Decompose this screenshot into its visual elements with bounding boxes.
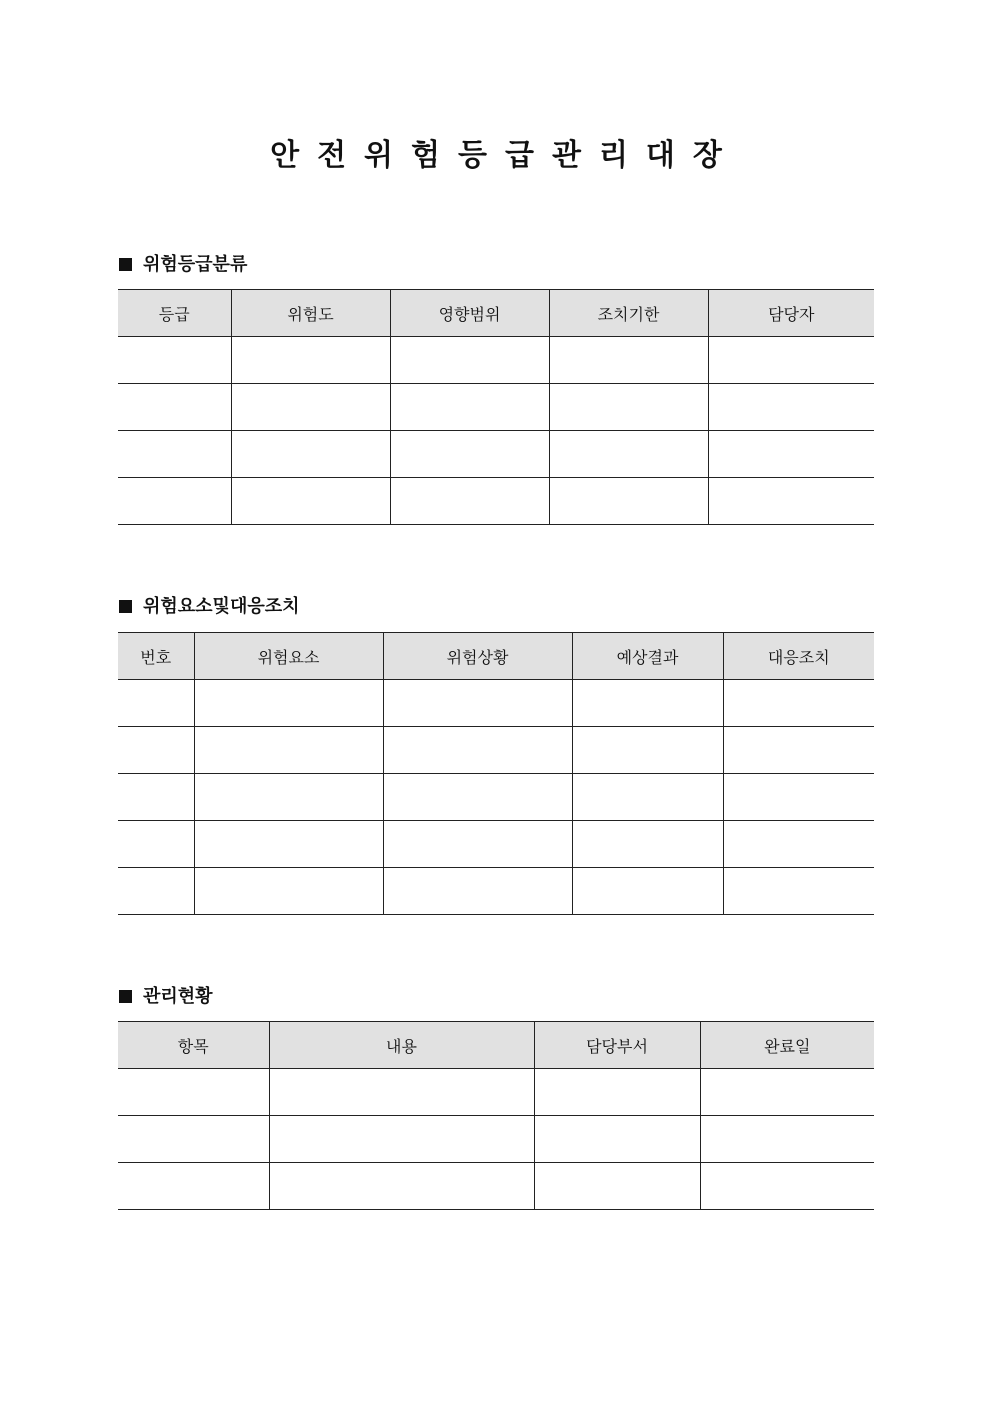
table-cell[interactable]: [549, 478, 708, 525]
management-status-table: [118, 1021, 874, 1210]
table-cell[interactable]: [572, 821, 723, 868]
table-cell[interactable]: [118, 384, 231, 431]
table-row: [118, 1069, 874, 1116]
table-cell[interactable]: [231, 431, 390, 478]
table-row: [118, 478, 874, 525]
section-heading-management-status: [119, 985, 213, 1009]
section-heading-label: 관리현황: [143, 986, 213, 1007]
table-cell[interactable]: [118, 727, 194, 774]
table-cell[interactable]: [708, 478, 874, 525]
table-cell[interactable]: [118, 1116, 269, 1163]
column-header: 예상결과: [572, 633, 723, 680]
table-cell[interactable]: [390, 384, 549, 431]
table-cell[interactable]: [572, 727, 723, 774]
table-cell[interactable]: [231, 478, 390, 525]
table-row: [118, 868, 874, 915]
table-cell[interactable]: [723, 680, 874, 727]
table-row: [118, 727, 874, 774]
column-header: 담당부서: [534, 1022, 700, 1069]
table-cell[interactable]: [269, 1116, 534, 1163]
table-row: [118, 1116, 874, 1163]
table-cell[interactable]: [572, 774, 723, 821]
table-row: [118, 680, 874, 727]
table-cell[interactable]: [534, 1116, 700, 1163]
table-cell[interactable]: [194, 821, 383, 868]
table-row: [118, 774, 874, 821]
square-bullet-icon: [119, 600, 132, 613]
table-cell[interactable]: [549, 431, 708, 478]
section-heading-label: 위험요소및대응조치: [143, 596, 300, 617]
column-header: 영향범위: [390, 290, 549, 337]
table-cell[interactable]: [118, 431, 231, 478]
section-heading-risk-factors: [119, 595, 300, 619]
section-heading-label: 위험등급분류: [143, 254, 248, 275]
risk-factors-table: [118, 632, 874, 915]
table-cell[interactable]: [118, 680, 194, 727]
table-cell[interactable]: [383, 868, 572, 915]
section-heading-risk-grade: [119, 253, 247, 277]
column-header: 내용: [269, 1022, 534, 1069]
square-bullet-icon: [119, 990, 132, 1003]
column-header: 대응조치: [723, 633, 874, 680]
column-header: 담당자: [708, 290, 874, 337]
table-cell[interactable]: [269, 1069, 534, 1116]
table-cell[interactable]: [118, 774, 194, 821]
table-header-row: [118, 633, 874, 680]
table-cell[interactable]: [231, 384, 390, 431]
table-cell[interactable]: [118, 478, 231, 525]
table-row: [118, 384, 874, 431]
risk-grade-table: [118, 289, 874, 525]
table-cell[interactable]: [700, 1069, 874, 1116]
column-header: 조치기한: [549, 290, 708, 337]
table-cell[interactable]: [383, 821, 572, 868]
column-header: 위험도: [231, 290, 390, 337]
table-header-row: [118, 1022, 874, 1069]
column-header: 항목: [118, 1022, 269, 1069]
column-header: 완료일: [700, 1022, 874, 1069]
table-cell[interactable]: [572, 868, 723, 915]
table-row: [118, 821, 874, 868]
table-cell[interactable]: [194, 727, 383, 774]
page-title: 안전위험등급관리대장: [270, 138, 740, 173]
table-row: [118, 1163, 874, 1210]
table-cell[interactable]: [572, 680, 723, 727]
table-cell[interactable]: [383, 680, 572, 727]
column-header: 위험상황: [383, 633, 572, 680]
table-cell[interactable]: [723, 727, 874, 774]
table-cell[interactable]: [549, 384, 708, 431]
table-row: [118, 431, 874, 478]
column-header: 위험요소: [194, 633, 383, 680]
table-cell[interactable]: [194, 774, 383, 821]
table-cell[interactable]: [383, 727, 572, 774]
table-cell[interactable]: [118, 1069, 269, 1116]
table-cell[interactable]: [231, 337, 390, 384]
table-cell[interactable]: [118, 337, 231, 384]
table-cell[interactable]: [194, 680, 383, 727]
table-cell[interactable]: [708, 431, 874, 478]
column-header: 번호: [118, 633, 194, 680]
table-cell[interactable]: [390, 431, 549, 478]
table-cell[interactable]: [723, 868, 874, 915]
table-cell[interactable]: [723, 774, 874, 821]
table-cell[interactable]: [383, 774, 572, 821]
table-cell[interactable]: [118, 821, 194, 868]
table-cell[interactable]: [118, 868, 194, 915]
column-header: 등급: [118, 290, 231, 337]
table-row: [118, 337, 874, 384]
square-bullet-icon: [119, 258, 132, 271]
table-cell[interactable]: [549, 337, 708, 384]
table-cell[interactable]: [723, 821, 874, 868]
table-cell[interactable]: [534, 1069, 700, 1116]
table-cell[interactable]: [708, 384, 874, 431]
table-cell[interactable]: [390, 478, 549, 525]
table-cell[interactable]: [390, 337, 549, 384]
table-cell[interactable]: [194, 868, 383, 915]
table-header-row: [118, 290, 874, 337]
table-cell[interactable]: [534, 1163, 700, 1210]
table-cell[interactable]: [708, 337, 874, 384]
table-cell[interactable]: [700, 1116, 874, 1163]
table-cell[interactable]: [269, 1163, 534, 1210]
table-cell[interactable]: [118, 1163, 269, 1210]
table-cell[interactable]: [700, 1163, 874, 1210]
